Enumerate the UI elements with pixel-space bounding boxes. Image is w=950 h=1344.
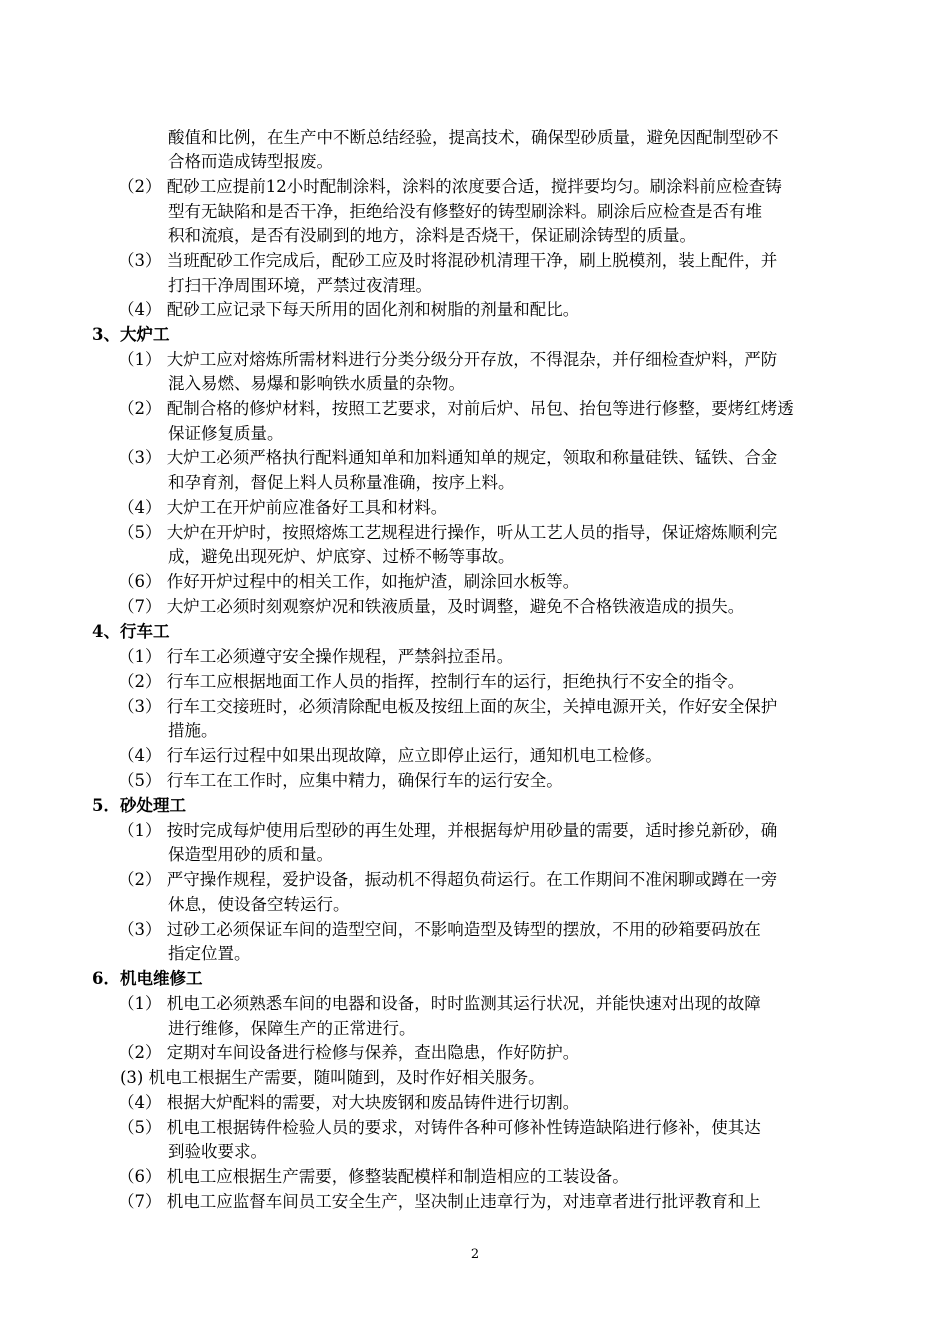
text-line: 保造型用砂的质和量。 xyxy=(168,845,333,864)
text-line: （4） 配砂工应记录下每天所用的固化剂和树脂的剂量和配比。 xyxy=(118,300,580,319)
text-line: (3) 机电工根据生产需要，随叫随到，及时作好相关服务。 xyxy=(120,1068,545,1087)
text-line: 打扫干净周围环境，严禁过夜清理。 xyxy=(168,276,432,295)
text-line: 指定位置。 xyxy=(168,944,251,963)
text-line: （4） 大炉工在开炉前应准备好工具和材料。 xyxy=(118,498,448,517)
text-line: （2） 配砂工应提前12小时配制涂料，涂料的浓度要合适，搅拌要均匀。刷涂料前应检查铸 xyxy=(118,177,782,196)
text-line: （6） 机电工应根据生产需要，修整装配模样和制造相应的工装设备。 xyxy=(118,1167,629,1186)
section-heading: 5．砂处理工 xyxy=(92,796,186,815)
section-heading: 4、行车工 xyxy=(92,622,170,641)
text-line: 成，避免出现死炉、炉底穿、过桥不畅等事故。 xyxy=(168,547,515,566)
text-line: （4） 根据大炉配料的需要，对大块废钢和废品铸件进行切割。 xyxy=(118,1093,580,1112)
text-line: 和孕育剂，督促上料人员称量准确，按序上料。 xyxy=(168,473,515,492)
text-line: （1） 机电工必须熟悉车间的电器和设备，时时监测其运行状况，并能快速对出现的故障 xyxy=(118,994,761,1013)
text-line: （3） 大炉工必须严格执行配料通知单和加料通知单的规定，领取和称量硅铁、锰铁、合金 xyxy=(118,448,778,467)
text-line: 合格而造成铸型报废。 xyxy=(168,152,333,171)
text-line: 酸值和比例，在生产中不断总结经验，提高技术，确保型砂质量，避免因配制型砂不 xyxy=(168,128,779,147)
text-line: （1） 按时完成每炉使用后型砂的再生处理，并根据每炉用砂量的需要，适时掺兑新砂，确 xyxy=(118,821,778,840)
text-line: （4） 行车运行过程中如果出现故障，应立即停止运行，通知机电工检修。 xyxy=(118,746,662,765)
text-line: （1） 行车工必须遵守安全操作规程，严禁斜拉歪吊。 xyxy=(118,647,514,666)
text-line: （5） 行车工在工作时，应集中精力，确保行车的运行安全。 xyxy=(118,771,563,790)
text-line: （3） 当班配砂工作完成后，配砂工应及时将混砂机清理干净，刷上脱模剂，装上配件，并 xyxy=(118,251,778,270)
text-line: （2） 行车工应根据地面工作人员的指挥，控制行车的运行，拒绝执行不安全的指令。 xyxy=(118,672,745,691)
text-line: （7） 机电工应监督车间员工安全生产，坚决制止违章行为，对违章者进行批评教育和上 xyxy=(118,1192,761,1211)
text-line: （1） 大炉工应对熔炼所需材料进行分类分级分开存放，不得混杂，并仔细检查炉料，严防 xyxy=(118,350,778,369)
page-number: 2 xyxy=(470,1247,480,1262)
section-heading: 3、大炉工 xyxy=(92,325,170,344)
text-line: （2） 定期对车间设备进行检修与保养，查出隐患，作好防护。 xyxy=(118,1043,580,1062)
text-line: （7） 大炉工必须时刻观察炉况和铁液质量，及时调整，避免不合格铁液造成的损失。 xyxy=(118,597,745,616)
text-line: 保证修复质量。 xyxy=(168,424,284,443)
text-line: 进行维修，保障生产的正常进行。 xyxy=(168,1019,416,1038)
text-line: （3） 过砂工必须保证车间的造型空间，不影响造型及铸型的摆放，不用的砂箱要码放在 xyxy=(118,920,761,939)
text-line: 措施。 xyxy=(168,721,218,740)
text-line: 型有无缺陷和是否干净，拒绝给没有修整好的铸型刷涂料。刷涂后应检查是否有堆 xyxy=(168,202,762,221)
text-line: （3） 行车工交接班时，必须清除配电板及按纽上面的灰尘，关掉电源开关，作好安全保护 xyxy=(118,697,778,716)
section-heading: 6．机电维修工 xyxy=(92,969,203,988)
text-line: 到验收要求。 xyxy=(168,1142,267,1161)
text-line: （2） 严守操作规程，爱护设备，振动机不得超负荷运行。在工作期间不准闲聊或蹲在一旁 xyxy=(118,870,778,889)
text-line: （5） 大炉在开炉时，按照熔炼工艺规程进行操作，听从工艺人员的指导，保证熔炼顺利完 xyxy=(118,523,778,542)
text-line: 积和流痕，是否有没刷到的地方，涂料是否烧干，保证刷涂铸型的质量。 xyxy=(168,226,696,245)
text-line: （2） 配制合格的修炉材料，按照工艺要求，对前后炉、吊包、抬包等进行修整，要烤红烤透 xyxy=(118,399,794,418)
text-line: （5） 机电工根据铸件检验人员的要求，对铸件各种可修补性铸造缺陷进行修补，使其达 xyxy=(118,1118,761,1137)
text-line: （6） 作好开炉过程中的相关工作，如拖炉渣，刷涂回水板等。 xyxy=(118,572,580,591)
text-line: 休息，使设备空转运行。 xyxy=(168,895,350,914)
text-line: 混入易燃、易爆和影响铁水质量的杂物。 xyxy=(168,374,465,393)
